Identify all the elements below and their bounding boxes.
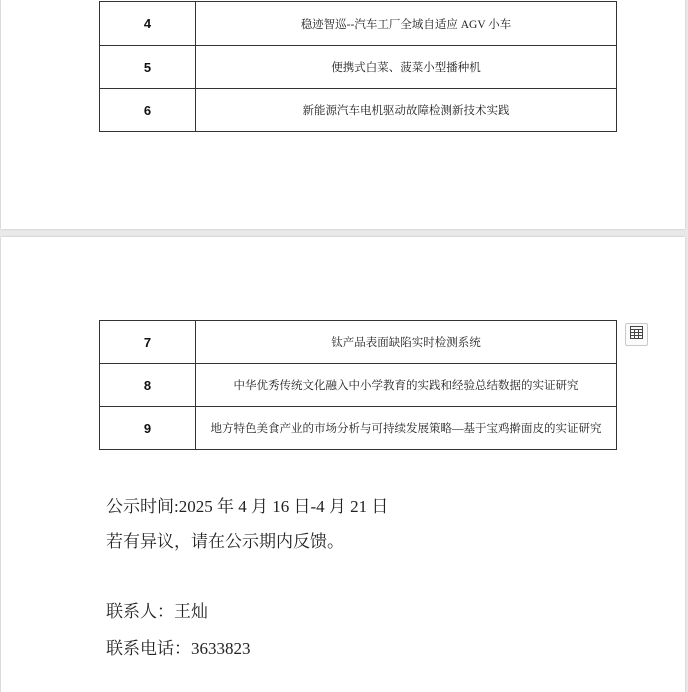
notice-objection-text: 若有异议，请在公示期内反馈。	[106, 532, 344, 551]
contact-person-text: 联系人：王灿	[106, 602, 208, 621]
table-row	[100, 321, 617, 364]
project-title-cell: 中华优秀传统文化融入中小学教育的实践和经验总结数据的实证研究	[196, 364, 617, 407]
project-table-part1	[99, 1, 617, 132]
table-row	[100, 46, 617, 89]
table-row	[100, 2, 617, 46]
row-number-cell: 4	[100, 2, 196, 46]
document-page-2	[1, 237, 685, 692]
row-number-cell: 8	[100, 364, 196, 407]
table-tool-button[interactable]	[625, 323, 648, 346]
project-table-part2	[99, 320, 617, 450]
row-number-cell: 5	[100, 46, 196, 89]
contact-phone-text: 联系电话：3633823	[106, 639, 251, 658]
project-title-cell: 钛产品表面缺陷实时检测系统	[196, 321, 617, 364]
table-row	[100, 89, 617, 132]
table-row	[100, 364, 617, 407]
project-title-cell: 便携式白菜、菠菜小型播种机	[196, 46, 617, 89]
project-title-cell: 新能源汽车电机驱动故障检测新技术实践	[196, 89, 617, 132]
row-number-cell: 6	[100, 89, 196, 132]
table-tool-icon	[630, 326, 643, 344]
document-page-1	[1, 0, 685, 229]
row-number-cell: 7	[100, 321, 196, 364]
table-row	[100, 407, 617, 450]
notice-time-text: 公示时间:2025 年 4 月 16 日-4 月 21 日	[106, 497, 389, 516]
row-number-cell: 9	[100, 407, 196, 450]
project-title-cell: 稳迹智巡--汽车工厂全域自适应 AGV 小车	[196, 2, 617, 46]
project-title-cell: 地方特色美食产业的市场分析与可持续发展策略—基于宝鸡擀面皮的实证研究	[196, 407, 617, 450]
